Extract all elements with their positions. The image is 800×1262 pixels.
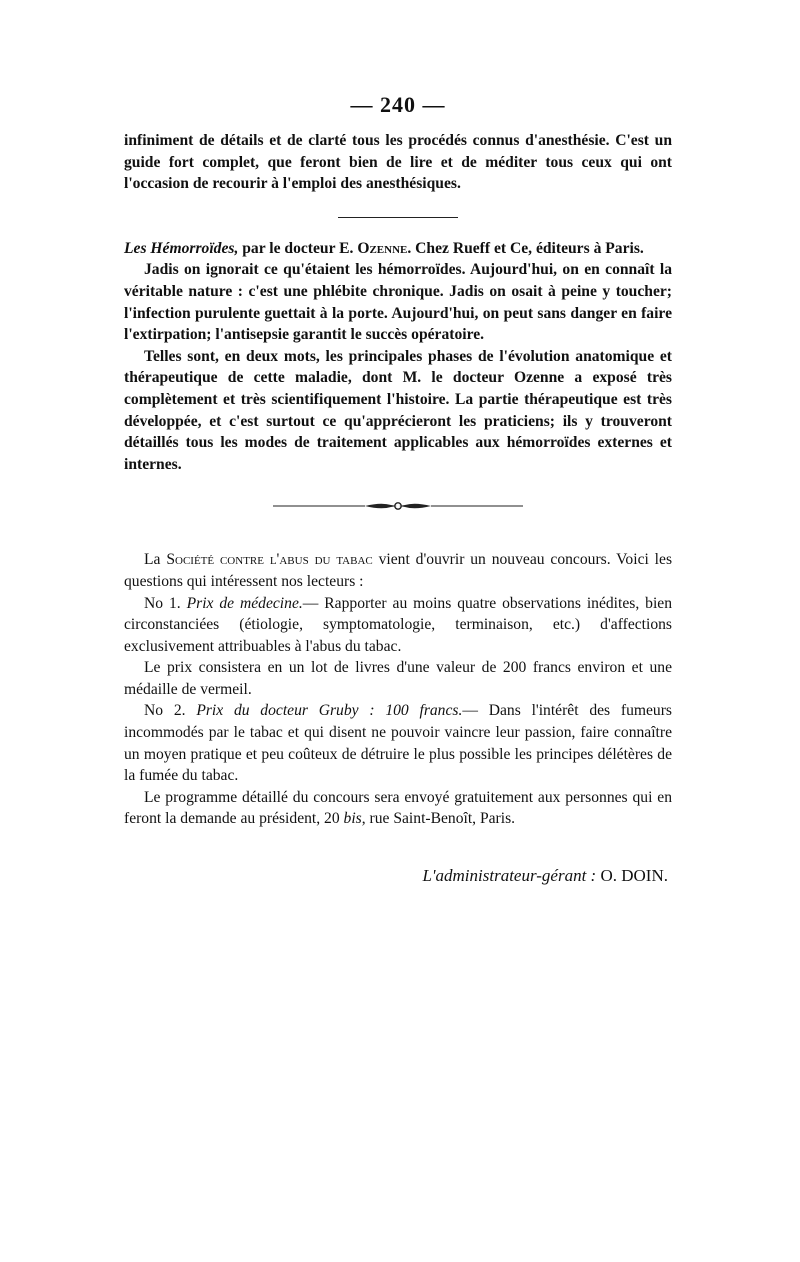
section-divider-rule (338, 217, 458, 218)
notice-intro-post: vient d'ouvrir un nouveau concours. Voici les questions qui intéressent nos lecteurs : (124, 551, 673, 590)
prize-1-text: — Rapporter au moins quatre observations inédites, bien circonstanciées (étiologie, symptomatologie, terminaison, etc.) d'affections exclusivement attribuables à l'abus du tabac. (124, 594, 672, 655)
review-paragraph-1: Jadis on ignorait ce qu'étaient les hémorroïdes. Aujourd'hui, on en connaît la véritable nature : c'est une phlébite chronique. Jadis on osait à peine y toucher; l'infection purulente guettait à la porte. Aujourd'hui, on peut sans danger en faire l'extirpation; l'antisepsie garantit le succès opératoire. (124, 261, 672, 344)
prize-2-title: Prix du docteur Gruby : 100 francs. (196, 702, 463, 720)
prize-2-text: — Dans l'intérêt des fumeurs incommodés par le tabac et qui disent ne pouvoir vaincre leur passion, faire connaître un moyen pratique et peu coûteux de détruire le plus possible les principes délétères de la fumée du tabac. (124, 702, 672, 785)
review-author: Ozenne (357, 239, 408, 257)
review-paragraph-2: Telles sont, en deux mots, les principales phases de l'évolution anatomique et thérapeutique de cette maladie, dont M. le docteur Ozenne a exposé très complètement et très scientifiquement l'histoire. La partie thérapeutique est très développée, et c'est surtout ce qu'apprécieront les praticiens; ils y trouveront détaillés tous les modes de traitement applicables aux hémorroïdes externes et internes. (124, 347, 672, 473)
prize-2-paragraph (124, 700, 672, 786)
prize-2-number: No 2. (144, 702, 197, 720)
continuation-paragraph: infiniment de détails et de clarté tous les procédés connus d'anesthésie. C'est un guide fort complet, que feront bien de lire et de méditer tous ceux qui ont l'occasion de recourir à l'emploi des anesthésiques. (124, 132, 672, 193)
notice-society: Société contre l'abus du tabac (166, 551, 373, 569)
prize-1-number: No 1. (144, 594, 187, 612)
program-post: , rue Saint-Benoît, Paris. (361, 810, 516, 828)
review-heading (124, 238, 672, 260)
program-pre: Le programme détaillé du concours sera envoyé gratuitement aux personnes qui en feront la demande au président, 20 (124, 788, 672, 828)
page-number: — 240 — (350, 92, 446, 117)
program-paragraph (124, 787, 672, 830)
review-byline-post: . Chez Rueff et Ce, éditeurs à Paris. (407, 239, 644, 257)
notice-intro-pre: La (144, 551, 167, 569)
signature-role: L'administrateur-gérant : (422, 866, 597, 886)
prize-1-title: Prix de médecine. (186, 594, 303, 612)
signature-name: O. DOIN. (596, 866, 668, 886)
ornament-divider (273, 499, 523, 513)
program-bis: bis (343, 810, 362, 828)
prize-1-award: Le prix consistera en un lot de livres d'une valeur de 200 francs environ et une médaille de vermeil. (124, 659, 672, 698)
review-title: Les Hémorroïdes, (124, 239, 239, 257)
signature (124, 866, 672, 886)
prize-1-paragraph (124, 593, 672, 658)
book-page (124, 92, 672, 886)
notice-intro (124, 549, 672, 592)
review-byline-pre: par le docteur E. (238, 239, 358, 257)
